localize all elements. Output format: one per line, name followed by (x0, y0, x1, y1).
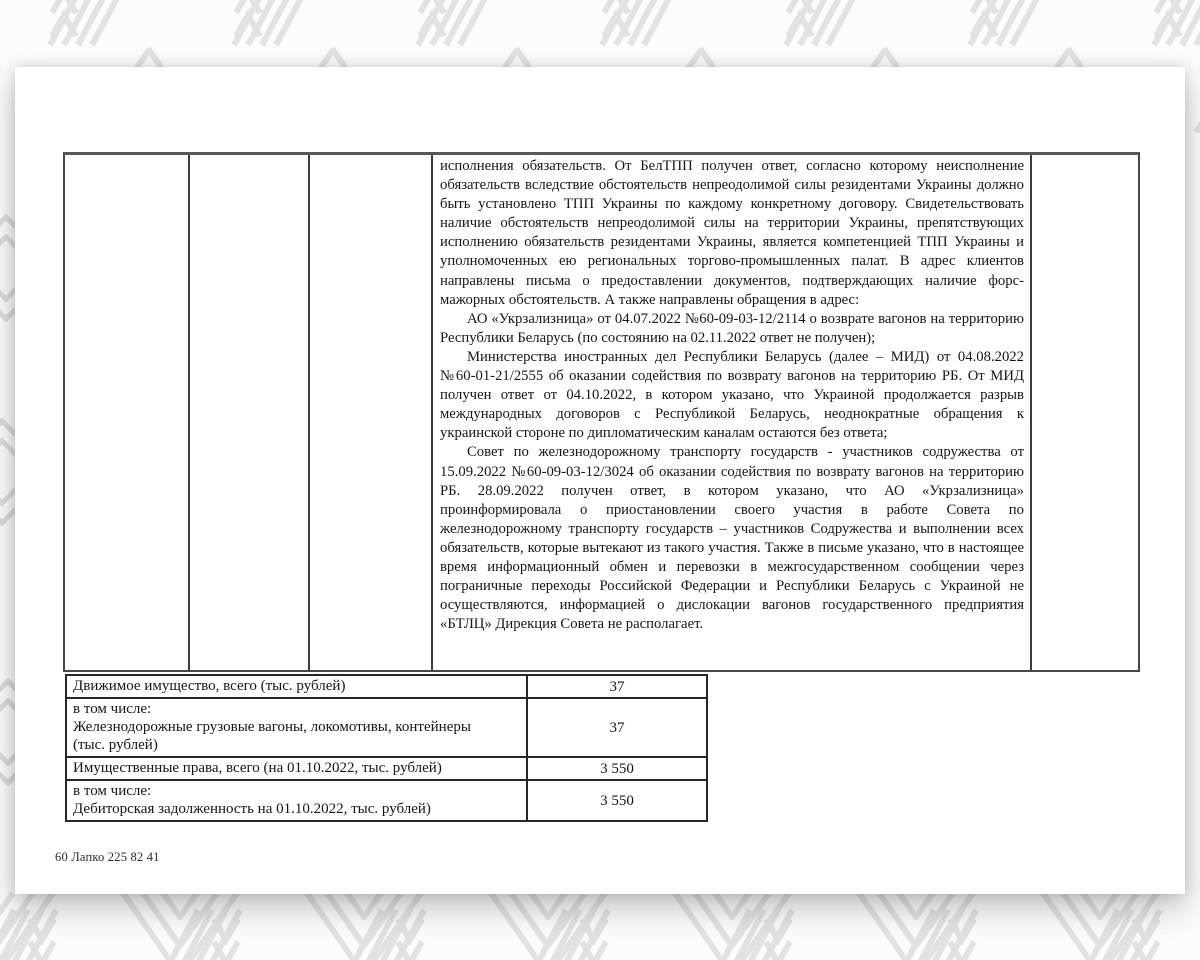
main-table-empty-cell-3 (310, 155, 433, 670)
table-row-railway-wagons (67, 699, 706, 758)
value-cell: 37 (609, 719, 625, 736)
label-line: в том числе: (73, 701, 152, 717)
label-line: Имущественные права, всего (на 01.10.2022, тыс. рублей) (73, 760, 442, 776)
label-line: Железнодорожные грузовые вагоны, локомотивы, контейнеры (73, 719, 471, 735)
label-cell (67, 676, 528, 697)
table-row-movable-property (67, 676, 706, 699)
paragraph-rail-council-appeal: Совет по железнодорожному транспорту государств - участников содружества от 15.09.2022 №60-09-03-12/3024 об оказании содействия по возврату вагонов на территорию РБ. 28.09.2022 получен ответ, в котором указано, что АО «Укрзализница» проинформировала о приостановлении своего участия в работе Совета по железнодорожному транспорту государств – участников Содружества и выполнении всех обязательств, которые вытекают из такого участия. Также в письме указано, что в настоящее время информационный обмен и перевозки в межгосударственном сообщении через пограничные переходы Российской Федерации и Республики Беларусь с Украиной не осуществляются, информацией о дислокации вагонов государственного предприятия «БТЛЦ» Дирекция Совета не располагает. (440, 444, 1024, 633)
paragraph-force-majeure: исполнения обязательств. От БелТПП получен ответ, согласно которому неисполнение обязательств вследствие обстоятельств непреодолимой силы резидентами Украины должно быть установлено ТПП Украины по каждому конкретному договору. Свидетельствовать наличие обстоятельств непреодолимой силы на территории Украины, препятствующих исполнению обязательств резидентами Украины, является компетенцией ТПП Украины и уполномоченных ею региональных торгово-промышленных палат. В адрес клиентов направлены письма о предоставлении документов, подтверждающих наличие форс-мажорных обстоятельств. А также направлены обращения в адрес: (440, 158, 1024, 308)
label-cell (67, 781, 528, 820)
document-page (15, 67, 1185, 894)
value-cell: 3 550 (600, 760, 634, 777)
table-row-property-rights (67, 758, 706, 781)
main-table-text-cell (433, 155, 1032, 670)
label-line: Движимое имущество, всего (тыс. рублей) (73, 678, 346, 694)
value-cell: 37 (609, 678, 625, 695)
table-row-receivables (67, 781, 706, 820)
value-cell: 3 550 (600, 792, 634, 809)
main-table-empty-cell-5 (1032, 155, 1138, 670)
main-table-empty-cell-2 (190, 155, 310, 670)
paragraph-mid-appeal: Министерства иностранных дел Республики Беларусь (далее – МИД) от 04.08.2022 №60-01-21/2555 об оказании содействия по возврату вагонов на территорию РБ. От МИД получен ответ от 04.10.2022, в котором указано, что Украиной продолжается разрыв международных договоров с Республикой Беларусь, неоднократные обращения к украинской стороне по дипломатическим каналам остаются без ответа; (440, 348, 1024, 442)
property-table (65, 674, 708, 822)
label-line: Дебиторская задолженность на 01.10.2022, тыс. рублей) (73, 801, 431, 817)
label-line: в том числе: (73, 783, 152, 799)
label-cell (67, 758, 528, 779)
main-table-empty-cell-1 (65, 155, 190, 670)
label-line: (тыс. рублей) (73, 737, 158, 753)
label-cell (67, 699, 528, 756)
paragraph-ukrzaliznytsia-appeal: АО «Укрзализница» от 04.07.2022 №60-09-03-12/2114 о возврате вагонов на территорию Республики Беларусь (по состоянию на 02.11.2022 ответ не получен); (440, 310, 1024, 346)
footer-note: 60 Лапко 225 82 41 (55, 850, 160, 864)
main-table (63, 152, 1140, 672)
